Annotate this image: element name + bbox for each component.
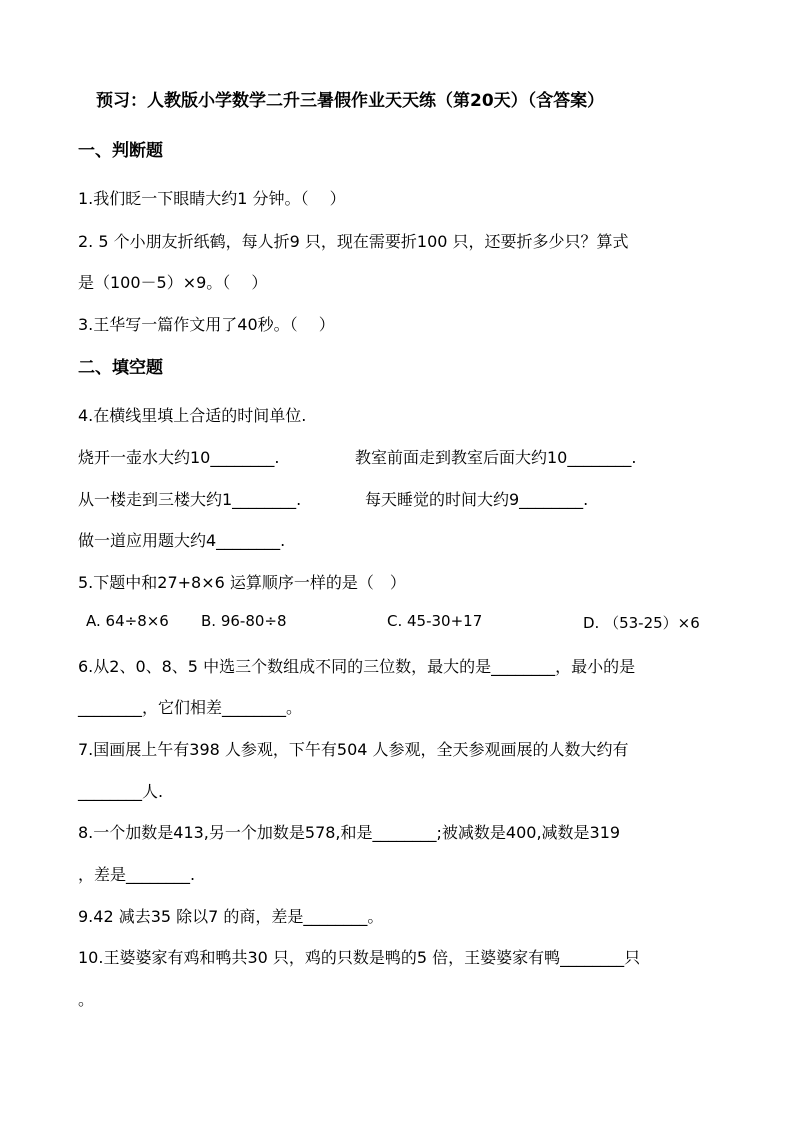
page-title: 预习：人教版小学数学二升三暑假作业天天练（第20天）（含答案） (96, 91, 605, 111)
question-5-option-d: D. （53-25）×6 (583, 614, 700, 632)
question-2-line-2: 是（100－5）×9。（ ） (78, 273, 268, 292)
question-4-item-c: 从一楼走到三楼大约1________. (78, 490, 302, 509)
question-5-stem: 5.下题中和27+8×6 运算顺序一样的是（ ） (78, 573, 406, 592)
question-7-line-2: ________人. (78, 782, 164, 801)
question-5-option-b: B. 96-80÷8 (201, 612, 287, 630)
question-4-stem: 4.在横线里填上合适的时间单位. (78, 406, 307, 425)
question-9: 9.42 减去35 除以7 的商，差是________。 (78, 907, 384, 926)
question-4-item-e: 做一道应用题大约4________. (78, 531, 286, 550)
question-4-item-a: 烧开一壶水大约10________. (78, 448, 280, 467)
question-4-item-d: 每天睡觉的时间大约9________. (365, 490, 589, 509)
question-10-line-1: 10.王婆婆家有鸡和鸭共30 只，鸡的只数是鸭的5 倍，王婆婆家有鸭________只 (78, 948, 641, 967)
question-4-item-b: 教室前面走到教室后面大约10________. (355, 448, 637, 467)
question-6-line-2: ________，它们相差________。 (78, 698, 303, 717)
question-10-line-2: 。 (78, 990, 95, 1009)
question-5-option-c: C. 45-30+17 (387, 612, 483, 630)
question-7-line-1: 7.国画展上午有398 人参观，下午有504 人参观，全天参观画展的人数大约有 (78, 740, 629, 759)
question-8-line-1: 8.一个加数是413,另一个加数是578,和是________;被减数是400,减数是319 (78, 823, 621, 842)
question-5-option-a: A. 64÷8×6 (86, 612, 169, 630)
question-2-line-1: 2. 5 个小朋友折纸鹤，每人折9 只，现在需要折100 只，还要折多少只？算式 (78, 232, 629, 251)
question-1: 1.我们眨一下眼睛大约1 分钟。（ ） (78, 189, 346, 208)
question-8-line-2: ，差是________. (78, 865, 196, 884)
section-heading-judgement: 一、判断题 (78, 141, 163, 161)
section-heading-fill-in: 二、填空题 (78, 358, 163, 378)
question-3: 3.王华写一篇作文用了40秒。（ ） (78, 315, 335, 334)
question-6-line-1: 6.从2、0、8、5 中选三个数组成不同的三位数，最大的是________，最小的是 (78, 657, 636, 676)
